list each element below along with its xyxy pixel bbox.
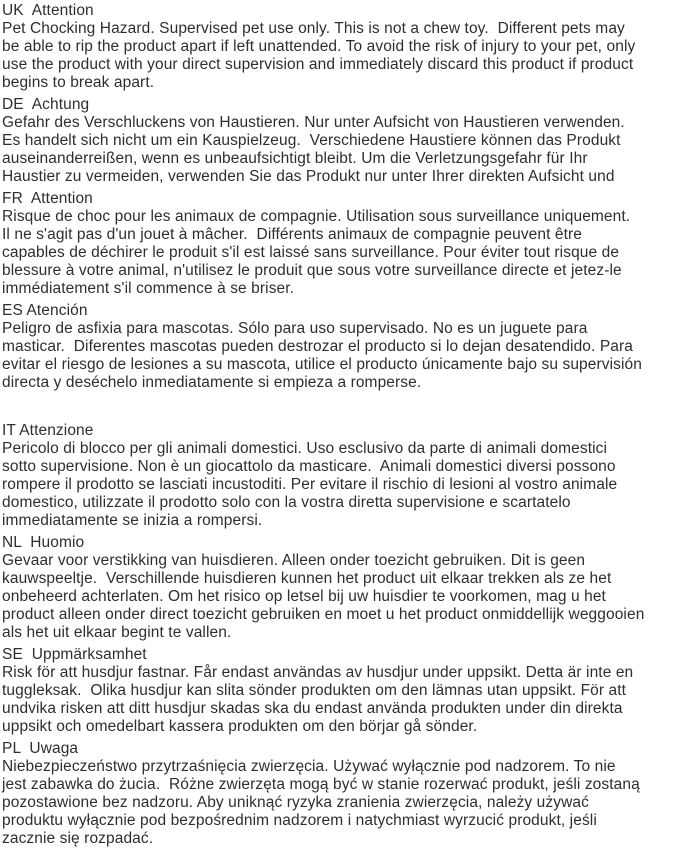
warning-section-fr	[2, 190, 679, 298]
warning-section-it	[2, 422, 679, 530]
section-header: IT Attenzione	[2, 422, 94, 439]
warning-text-line: masticar. Diferentes mascotas pueden destrozar el producto si lo dejan desatendido. Para	[2, 338, 633, 355]
warning-text-line: Risk för att husdjur fastnar. Får endast användas av husdjur under uppsikt. Detta är inte en	[2, 664, 634, 681]
section-header: ES Atención	[2, 302, 88, 319]
warning-section-uk	[2, 2, 679, 92]
warning-text-line: directa y deséchelo inmediatamente si empieza a romperse.	[2, 374, 422, 391]
warning-text-line: onbeheerd achterlaten. Om het risico op letsel bij uw huisdier te voorkomen, mag u het	[2, 588, 606, 605]
warning-text-line: sotto supervisione. Non è un giocattolo da masticare. Animali domestici diversi possono	[2, 458, 616, 475]
section-header: PL Uwaga	[2, 740, 79, 757]
warning-text-line: blessure à votre animal, n'utilisez le produit que sous votre surveillance directe et jetez-le	[2, 262, 622, 279]
warning-text-line: Es handelt sich nicht um ein Kauspielzeug. Verschiedene Haustiere können das Produkt	[2, 132, 621, 149]
section-header: FR Attention	[2, 190, 93, 207]
warning-text-line: Risque de choc pour les animaux de compagnie. Utilisation sous surveillance uniquement.	[2, 208, 631, 225]
warning-text-line: kauwspeeltje. Verschillende huisdieren kunnen het product uit elkaar trekken als ze het	[2, 570, 612, 587]
warning-text-line: immediatamente se inizia a rompersi.	[2, 512, 263, 529]
warning-text-line: Gevaar voor verstikking van huisdieren. Alleen onder toezicht gebruiken. Dit is geen	[2, 552, 586, 569]
warning-text-line: produktu wyłącznie pod bezpośrednim nadzorem i natychmiast wyrzucić produkt, jeśli	[2, 812, 597, 829]
warning-text-line: Niebezpieczeństwo przytrzaśnięcia zwierzęcia. Używać wyłącznie pod nadzorem. To nie	[2, 758, 616, 775]
warning-text-line: rompere il prodotto se lasciati incustoditi. Per evitare il rischio di lesioni al vostro animale	[2, 476, 618, 493]
warning-text-line: zacznie się rozpadać.	[2, 830, 154, 847]
warning-text-line: domestico, utilizzate il prodotto solo con la vostra diretta supervisione e scartatelo	[2, 494, 571, 511]
warning-text-line: undvika risken att ditt husdjur skadas ska du endast använda produkten under din direkta	[2, 700, 623, 717]
warning-text-line: uppsikt och omedelbart kassera produkten om den börjar gå sönder.	[2, 718, 478, 735]
warning-text-line: Gefahr des Verschluckens von Haustieren. Nur unter Aufsicht von Haustieren verwenden.	[2, 114, 625, 131]
warning-section-de	[2, 96, 679, 186]
warning-text-line: product alleen onder direct toezicht gebruiken en moet u het product onmiddellijk weggooien	[2, 606, 645, 623]
warning-text-line: evitar el riesgo de lesiones a su mascota, utilice el producto únicamente bajo su supervisión	[2, 356, 642, 373]
warning-text-line: Peligro de asfixia para mascotas. Sólo para uso supervisado. No es un juguete para	[2, 320, 588, 337]
section-header: UK Attention	[2, 2, 94, 19]
warning-text-line: capables de déchirer le produit s'il est laissé sans surveillance. Pour éviter tout risque de	[2, 244, 620, 261]
warning-text-line: als het uit elkaar begint te vallen.	[2, 624, 232, 641]
warning-text-line: Pet Chocking Hazard. Supervised pet use only. This is not a chew toy. Different pets may	[2, 20, 625, 37]
warning-text-line: auseinanderreißen, wenn es unbeaufsichtigt bleibt. Um die Verletzungsgefahr für Ihr	[2, 150, 588, 167]
warning-text-line: tuggleksak. Olika husdjur kan slita sönder produkten om den lämnas utan uppsikt. För att	[2, 682, 627, 699]
warning-section-se	[2, 646, 679, 736]
warning-section-nl	[2, 534, 679, 642]
section-header: NL Huomio	[2, 534, 85, 551]
section-header: DE Achtung	[2, 96, 90, 113]
section-header: SE Uppmärksamhet	[2, 646, 147, 663]
warning-text-line: Haustier zu vermeiden, verwenden Sie das Produkt nur unter Ihrer direkten Aufsicht und	[2, 168, 615, 185]
warning-text-line: immédiatement s'il commence à se briser.	[2, 280, 295, 297]
warning-section-pl	[2, 740, 679, 848]
warning-text-line: be able to rip the product apart if left unattended. To avoid the risk of injury to your pet, only	[2, 38, 636, 55]
warning-text-line: Il ne s'agit pas d'un jouet à mâcher. Différents animaux de compagnie peuvent être	[2, 226, 583, 243]
warning-text-line: use the product with your direct supervision and immediately discard this product if product	[2, 56, 634, 73]
warning-section-es	[2, 302, 679, 392]
warning-text-line: begins to break apart.	[2, 74, 155, 91]
warning-text-line: jest zabawka do żucia. Różne zwierzęta mogą być w stanie rozerwać produkt, jeśli zostaną	[2, 776, 640, 793]
warning-text-line: Pericolo di blocco per gli animali domestici. Uso esclusivo da parte di animali domestici	[2, 440, 608, 457]
warning-text-line: pozostawione bez nadzoru. Aby uniknąć ryzyka zranienia zwierzęcia, należy używać	[2, 794, 589, 811]
